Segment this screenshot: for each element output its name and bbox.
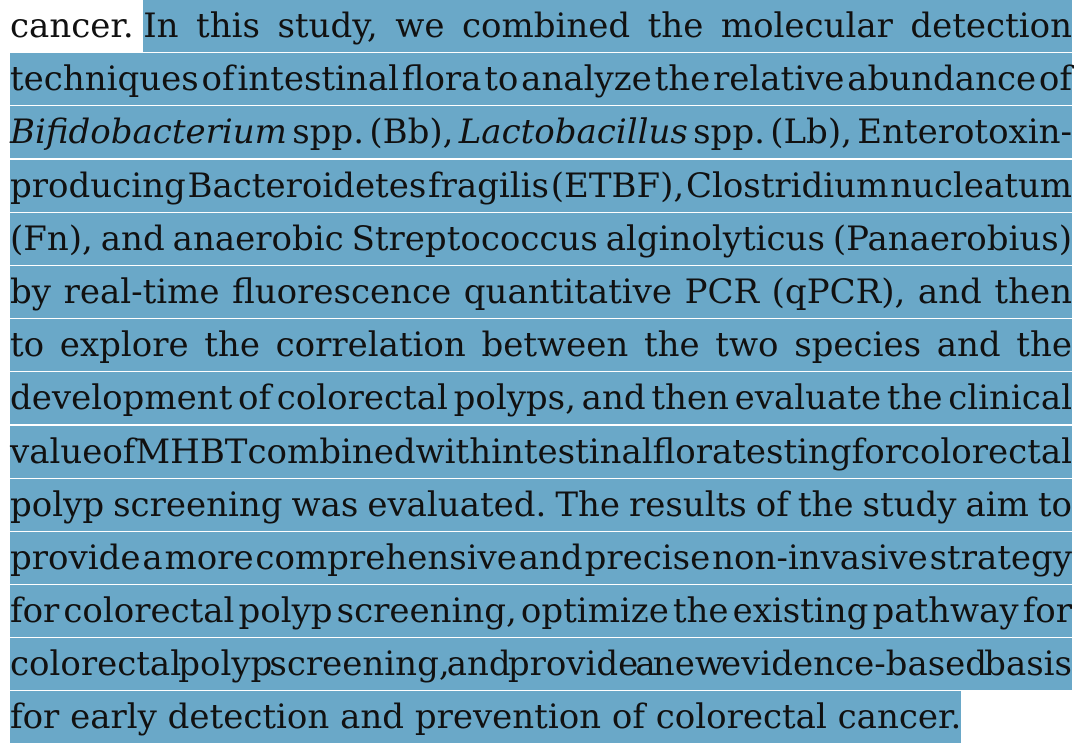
highlighted-text[interactable]: (Fn), and anaerobic Streptococcus alginolyticus (Panaerobius) <box>10 218 1072 259</box>
highlighted-text[interactable]: value of MHBT combined with intestinal flora testing for colorectal <box>10 431 1072 472</box>
highlighted-text[interactable]: development of colorectal polyps, and then evaluate the clinical <box>10 378 1072 419</box>
highlighted-text[interactable]: In this study, we combined the molecular detection <box>143 6 1072 46</box>
text-line <box>10 213 1072 266</box>
highlighted-text[interactable]: techniques of intestinal flora to analyze the relative abundance of <box>10 59 1072 100</box>
text-run: spp. (Bb), <box>286 112 459 153</box>
text-run: spp. (Lb), Enterotoxin- <box>687 112 1072 153</box>
highlighted-text[interactable]: colorectal polyp screening, and provide a new evidence-based basis <box>10 644 1072 685</box>
text-run: cancer. <box>10 6 134 46</box>
highlighted-text[interactable]: provide a more comprehensive and precise non-invasive strategy <box>10 537 1072 578</box>
highlighted-text[interactable]: to explore the correlation between the two species and the <box>10 325 1072 366</box>
text-line <box>10 53 1072 106</box>
highlighted-text[interactable]: for early detection and prevention of colorectal cancer. <box>10 697 962 738</box>
highlighted-text[interactable]: producing Bacteroidetes fragilis (ETBF), Clostridium nucleatum <box>10 165 1072 206</box>
highlighted-text[interactable]: by real-time fluorescence quantitative PCR (qPCR), and then <box>10 271 1072 312</box>
highlighted-text[interactable] <box>10 112 1072 152</box>
text-line <box>10 0 1072 53</box>
document-paragraph <box>10 0 1072 745</box>
text-line <box>10 266 1072 319</box>
species-name: Bifidobacterium <box>10 112 287 153</box>
species-name: Lactobacillus <box>458 112 688 153</box>
text-line <box>10 319 1072 372</box>
text-line <box>10 479 1072 532</box>
text-line <box>10 106 1072 159</box>
text-line <box>10 532 1072 585</box>
text-line <box>10 426 1072 479</box>
highlighted-text[interactable]: for colorectal polyp screening, optimize the existing pathway for <box>10 591 1072 632</box>
text-line <box>10 691 1072 744</box>
highlighted-text[interactable]: polyp screening was evaluated. The results of the study aim to <box>10 484 1073 525</box>
text-line <box>10 160 1072 213</box>
text-line <box>10 372 1072 425</box>
text-line <box>10 638 1072 691</box>
text-line <box>10 585 1072 638</box>
